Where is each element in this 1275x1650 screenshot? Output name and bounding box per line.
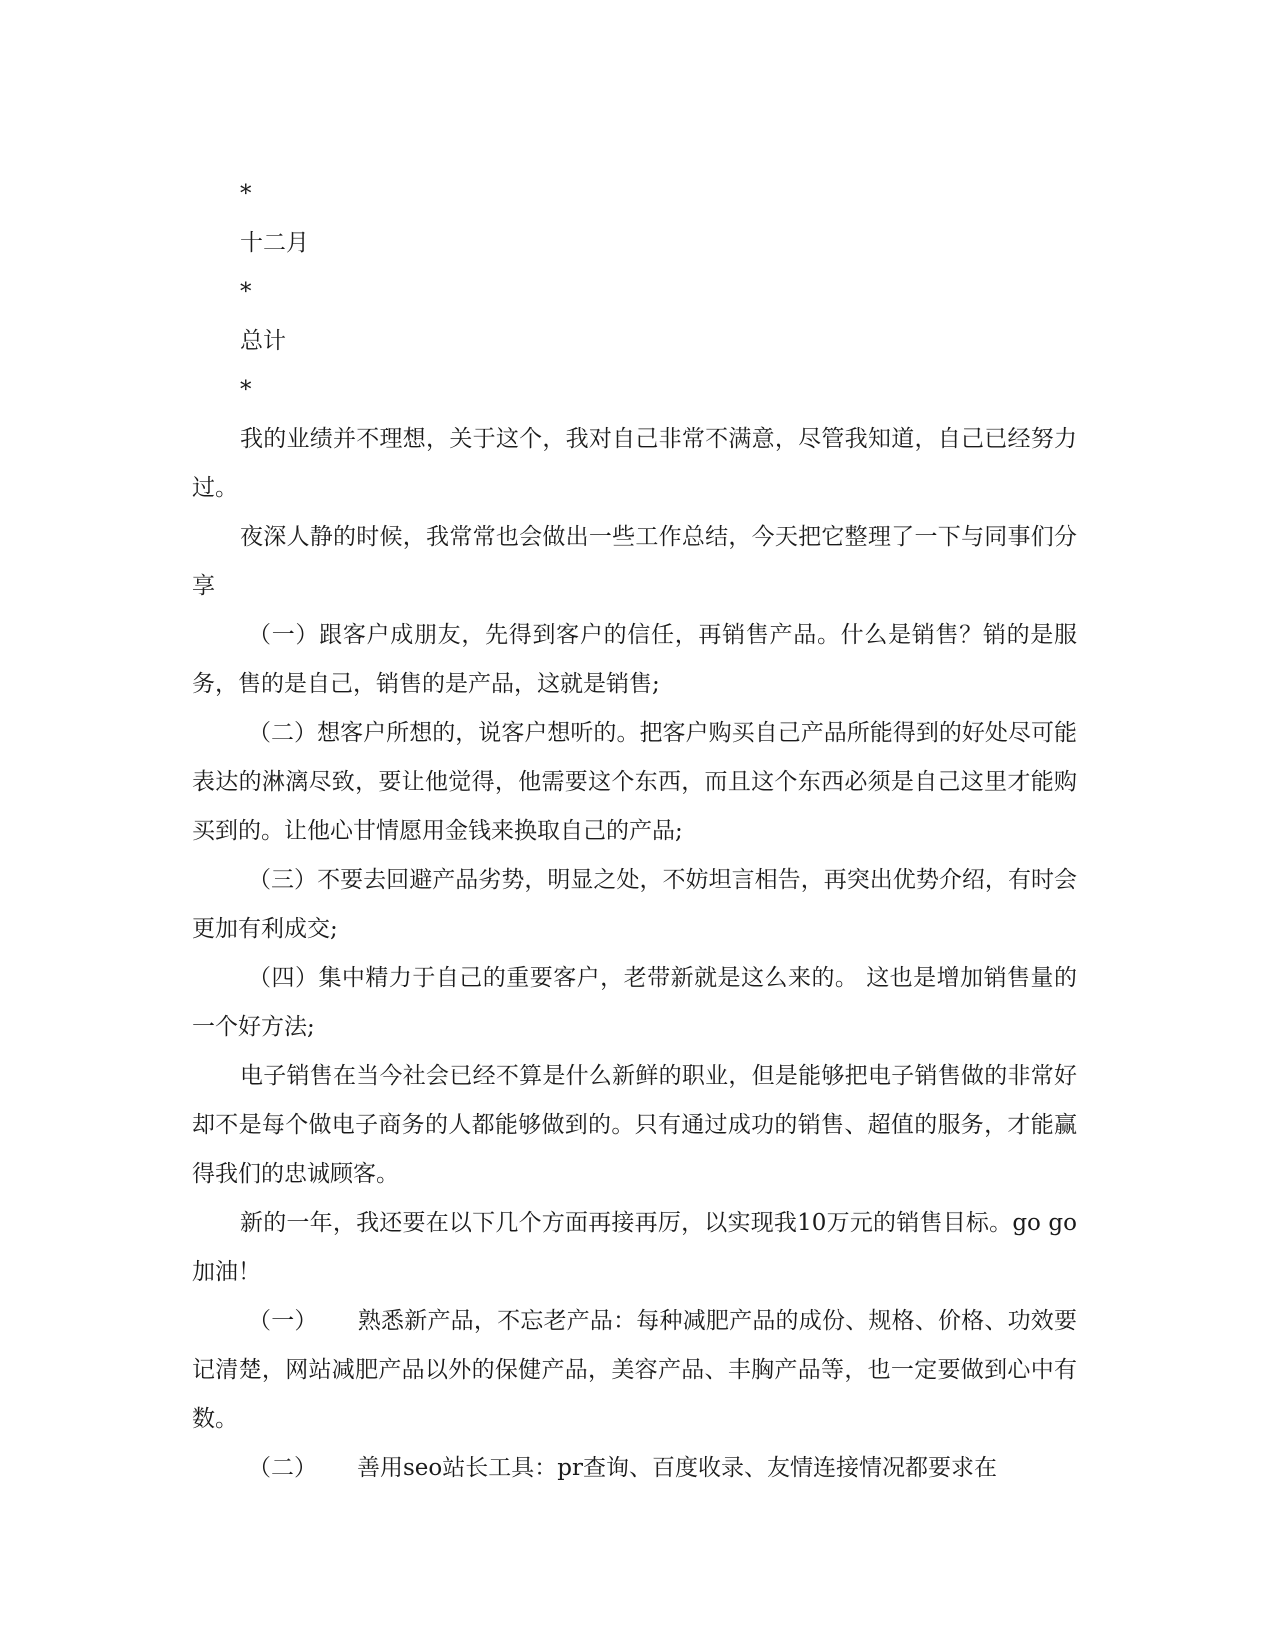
table-cell-total: 总计 xyxy=(240,328,286,354)
plan-number: （二） xyxy=(248,1455,317,1481)
lesson-item xyxy=(192,954,1077,1052)
paragraph-performance: 我的业绩并不理想，关于这个，我对自己非常不满意，尽管我知道，自己已经努力过。 xyxy=(192,426,1077,501)
table-cell-star: * xyxy=(240,279,252,305)
plan-text: 熟悉新产品，不忘老产品：每种减肥产品的成份、规格、价格、功效要记清楚，网站减肥产品以外的保健产品，美容产品、丰胸产品等，也一定要做到心中有数。 xyxy=(192,1308,1078,1432)
paragraph-e-sales: 电子销售在当今社会已经不算是什么新鲜的职业，但是能够把电子销售做的非常好却不是每个做电子商务的人都能够做到的。只有通过成功的销售、超值的服务，才能赢得我们的忠诚顾客。 xyxy=(192,1063,1077,1187)
plan-number: （一） xyxy=(248,1308,318,1334)
lesson-text: 跟客户成朋友，先得到客户的信任，再销售产品。什么是销售？销的是服务，售的是自己，销售的是产品，这就是销售; xyxy=(192,622,1078,697)
lesson-number: （一） xyxy=(248,622,320,648)
lesson-item xyxy=(192,856,1077,954)
plan-text: 善用seo站长工具：pr查询、百度收录、友情连接情况都要求在 xyxy=(357,1455,997,1481)
plan-item xyxy=(192,1297,1077,1444)
plan-item xyxy=(192,1444,1077,1493)
lesson-text: 集中精力于自己的重要客户，老带新就是这么来的。 这也是增加销售量的一个好方法; xyxy=(192,965,1078,1040)
lesson-item xyxy=(192,709,1077,856)
lesson-item xyxy=(192,611,1077,709)
lesson-number: （二） xyxy=(248,720,318,746)
table-cell-star: * xyxy=(240,181,252,207)
table-cell-star: * xyxy=(240,377,252,403)
lesson-number: （四） xyxy=(248,965,319,991)
lesson-text: 不要去回避产品劣势，明显之处，不妨坦言相告，再突出优势介绍，有时会更加有利成交; xyxy=(192,867,1078,942)
document-body xyxy=(192,170,1077,1493)
table-cell-month: 十二月 xyxy=(240,230,309,256)
paragraph-summary-intro: 夜深人静的时候，我常常也会做出一些工作总结，今天把它整理了一下与同事们分享 xyxy=(192,524,1077,599)
lesson-number: （三） xyxy=(248,867,318,893)
paragraph-new-year-goal: 新的一年，我还要在以下几个方面再接再厉，以实现我10万元的销售目标。go go 加油！ xyxy=(192,1210,1077,1285)
lesson-text: 想客户所想的，说客户想听的。把客户购买自己产品所能得到的好处尽可能表达的淋漓尽致，要让他觉得，他需要这个东西，而且这个东西必须是自己这里才能购买到的。让他心甘情愿用金钱来换取自己的产品; xyxy=(192,720,1078,844)
